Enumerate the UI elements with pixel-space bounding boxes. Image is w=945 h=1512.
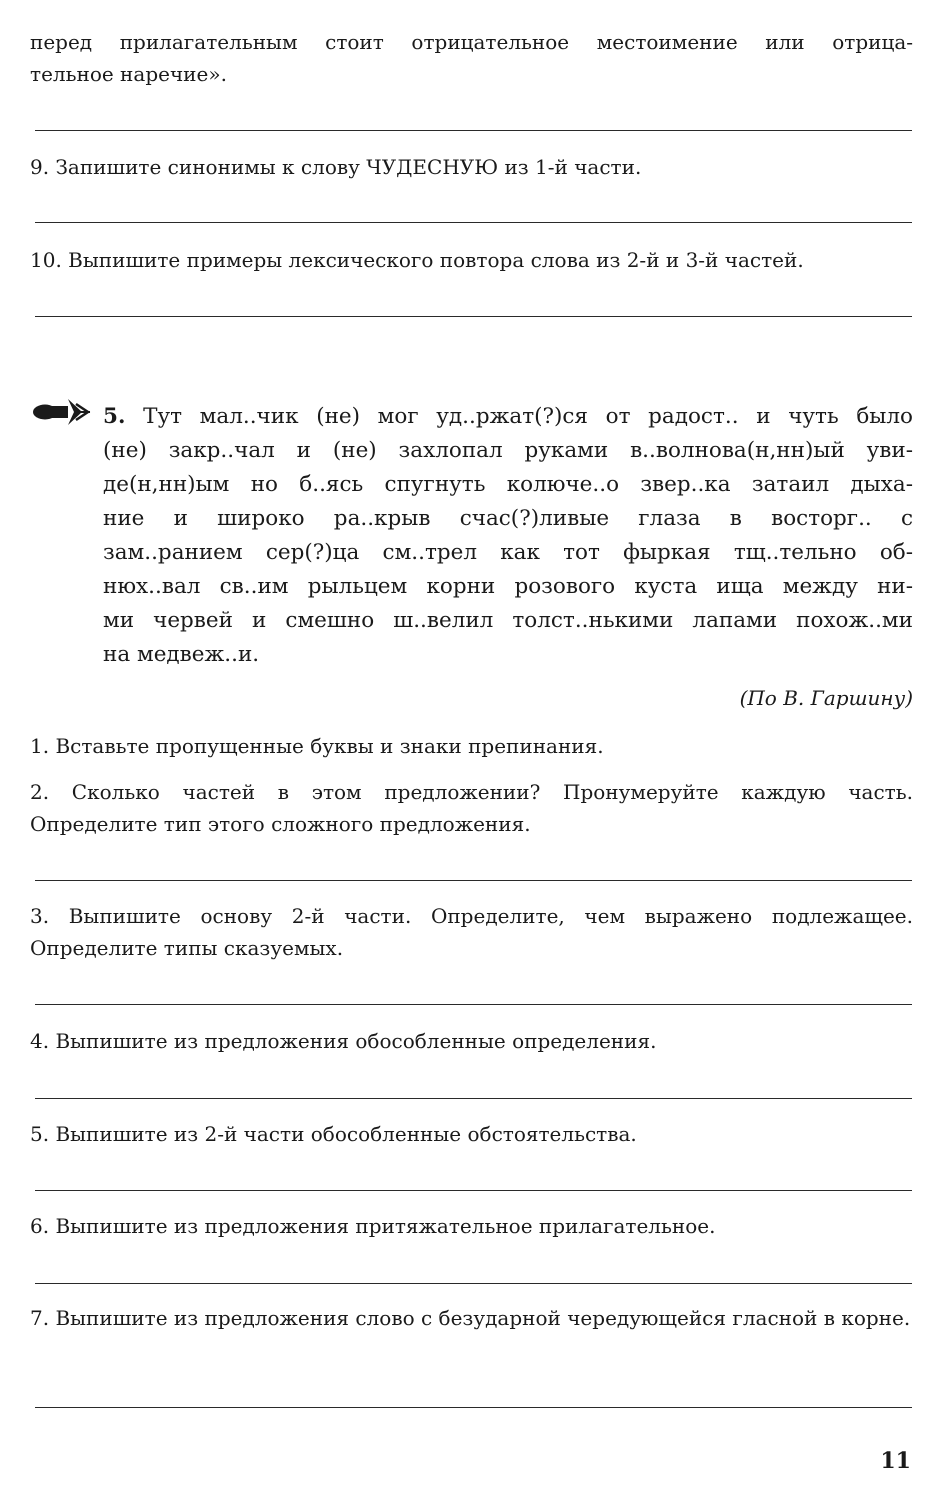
task-passage: [103, 400, 913, 672]
question-1: 1. Вставьте пропущенные буквы и знаки препинания.: [30, 734, 604, 758]
answer-line: [35, 880, 912, 881]
answer-line: [35, 222, 912, 223]
page-number: 11: [880, 1448, 911, 1474]
attribution: (По В. Гаршину): [739, 686, 913, 710]
question-7: 7. Выпишите из предложения слово с безударной чередующейся гласной в корне.: [30, 1306, 911, 1330]
answer-line: [35, 316, 912, 317]
answer-line: [35, 1283, 912, 1284]
question-3: 3. Выпишите основу 2-й части. Определите, чем выражено подлежащее. Определите типы сказуемых.: [30, 904, 913, 960]
question-4: 4. Выпишите из предложения обособленные определения.: [30, 1029, 657, 1053]
top-text-line-2: тельное наречие».: [30, 62, 227, 86]
passage-line: (не) закр..чал и (не) захлопал руками в..волнова(н,нн)ый уви-: [103, 438, 913, 463]
passage-line: де(н,нн)ым но б..ясь спугнуть колюче..о звер..ка затаил дыха-: [103, 472, 913, 497]
answer-line: [35, 1407, 912, 1408]
passage-line: на медвеж..и.: [103, 642, 260, 667]
question-5: 5. Выпишите из 2-й части обособленные обстоятельства.: [30, 1122, 637, 1146]
question-9: 9. Запишите синонимы к слову ЧУДЕСНУЮ из 1-й части.: [30, 155, 642, 179]
question-10: 10. Выпишите примеры лексического повтора слова из 2-й и 3-й частей.: [30, 248, 804, 272]
question-2: 2. Сколько частей в этом предложении? Пронумеруйте каждую часть. Определите тип этого сложного предложения.: [30, 780, 913, 836]
task-number: 5.: [103, 404, 126, 429]
answer-line: [35, 1004, 912, 1005]
passage-line: зам..ранием сер(?)ца см..трел как тот фыркая тщ..тельно об-: [103, 540, 913, 565]
question-6: 6. Выпишите из предложения притяжательное прилагательное.: [30, 1214, 716, 1238]
passage-line: ми червей и смешно ш..велил толст..нькими лапами похож..ми: [103, 608, 913, 633]
passage-line: ние и широко ра..крыв счас(?)ливые глаза в восторг.. с: [103, 506, 913, 531]
answer-line: [35, 130, 912, 131]
passage-line: нюх..вал св..им рыльцем корни розового куста ища между ни-: [103, 574, 913, 599]
pen-nib-marker-icon: [30, 395, 92, 429]
top-text-line-1: перед прилагательным стоит отрицательное местоимение или отрица-: [30, 30, 913, 54]
answer-line: [35, 1098, 912, 1099]
answer-line: [35, 1190, 912, 1191]
passage-line: 5. Тут мал..чик (не) мог уд..ржат(?)ся от радост.. и чуть было: [103, 404, 913, 429]
